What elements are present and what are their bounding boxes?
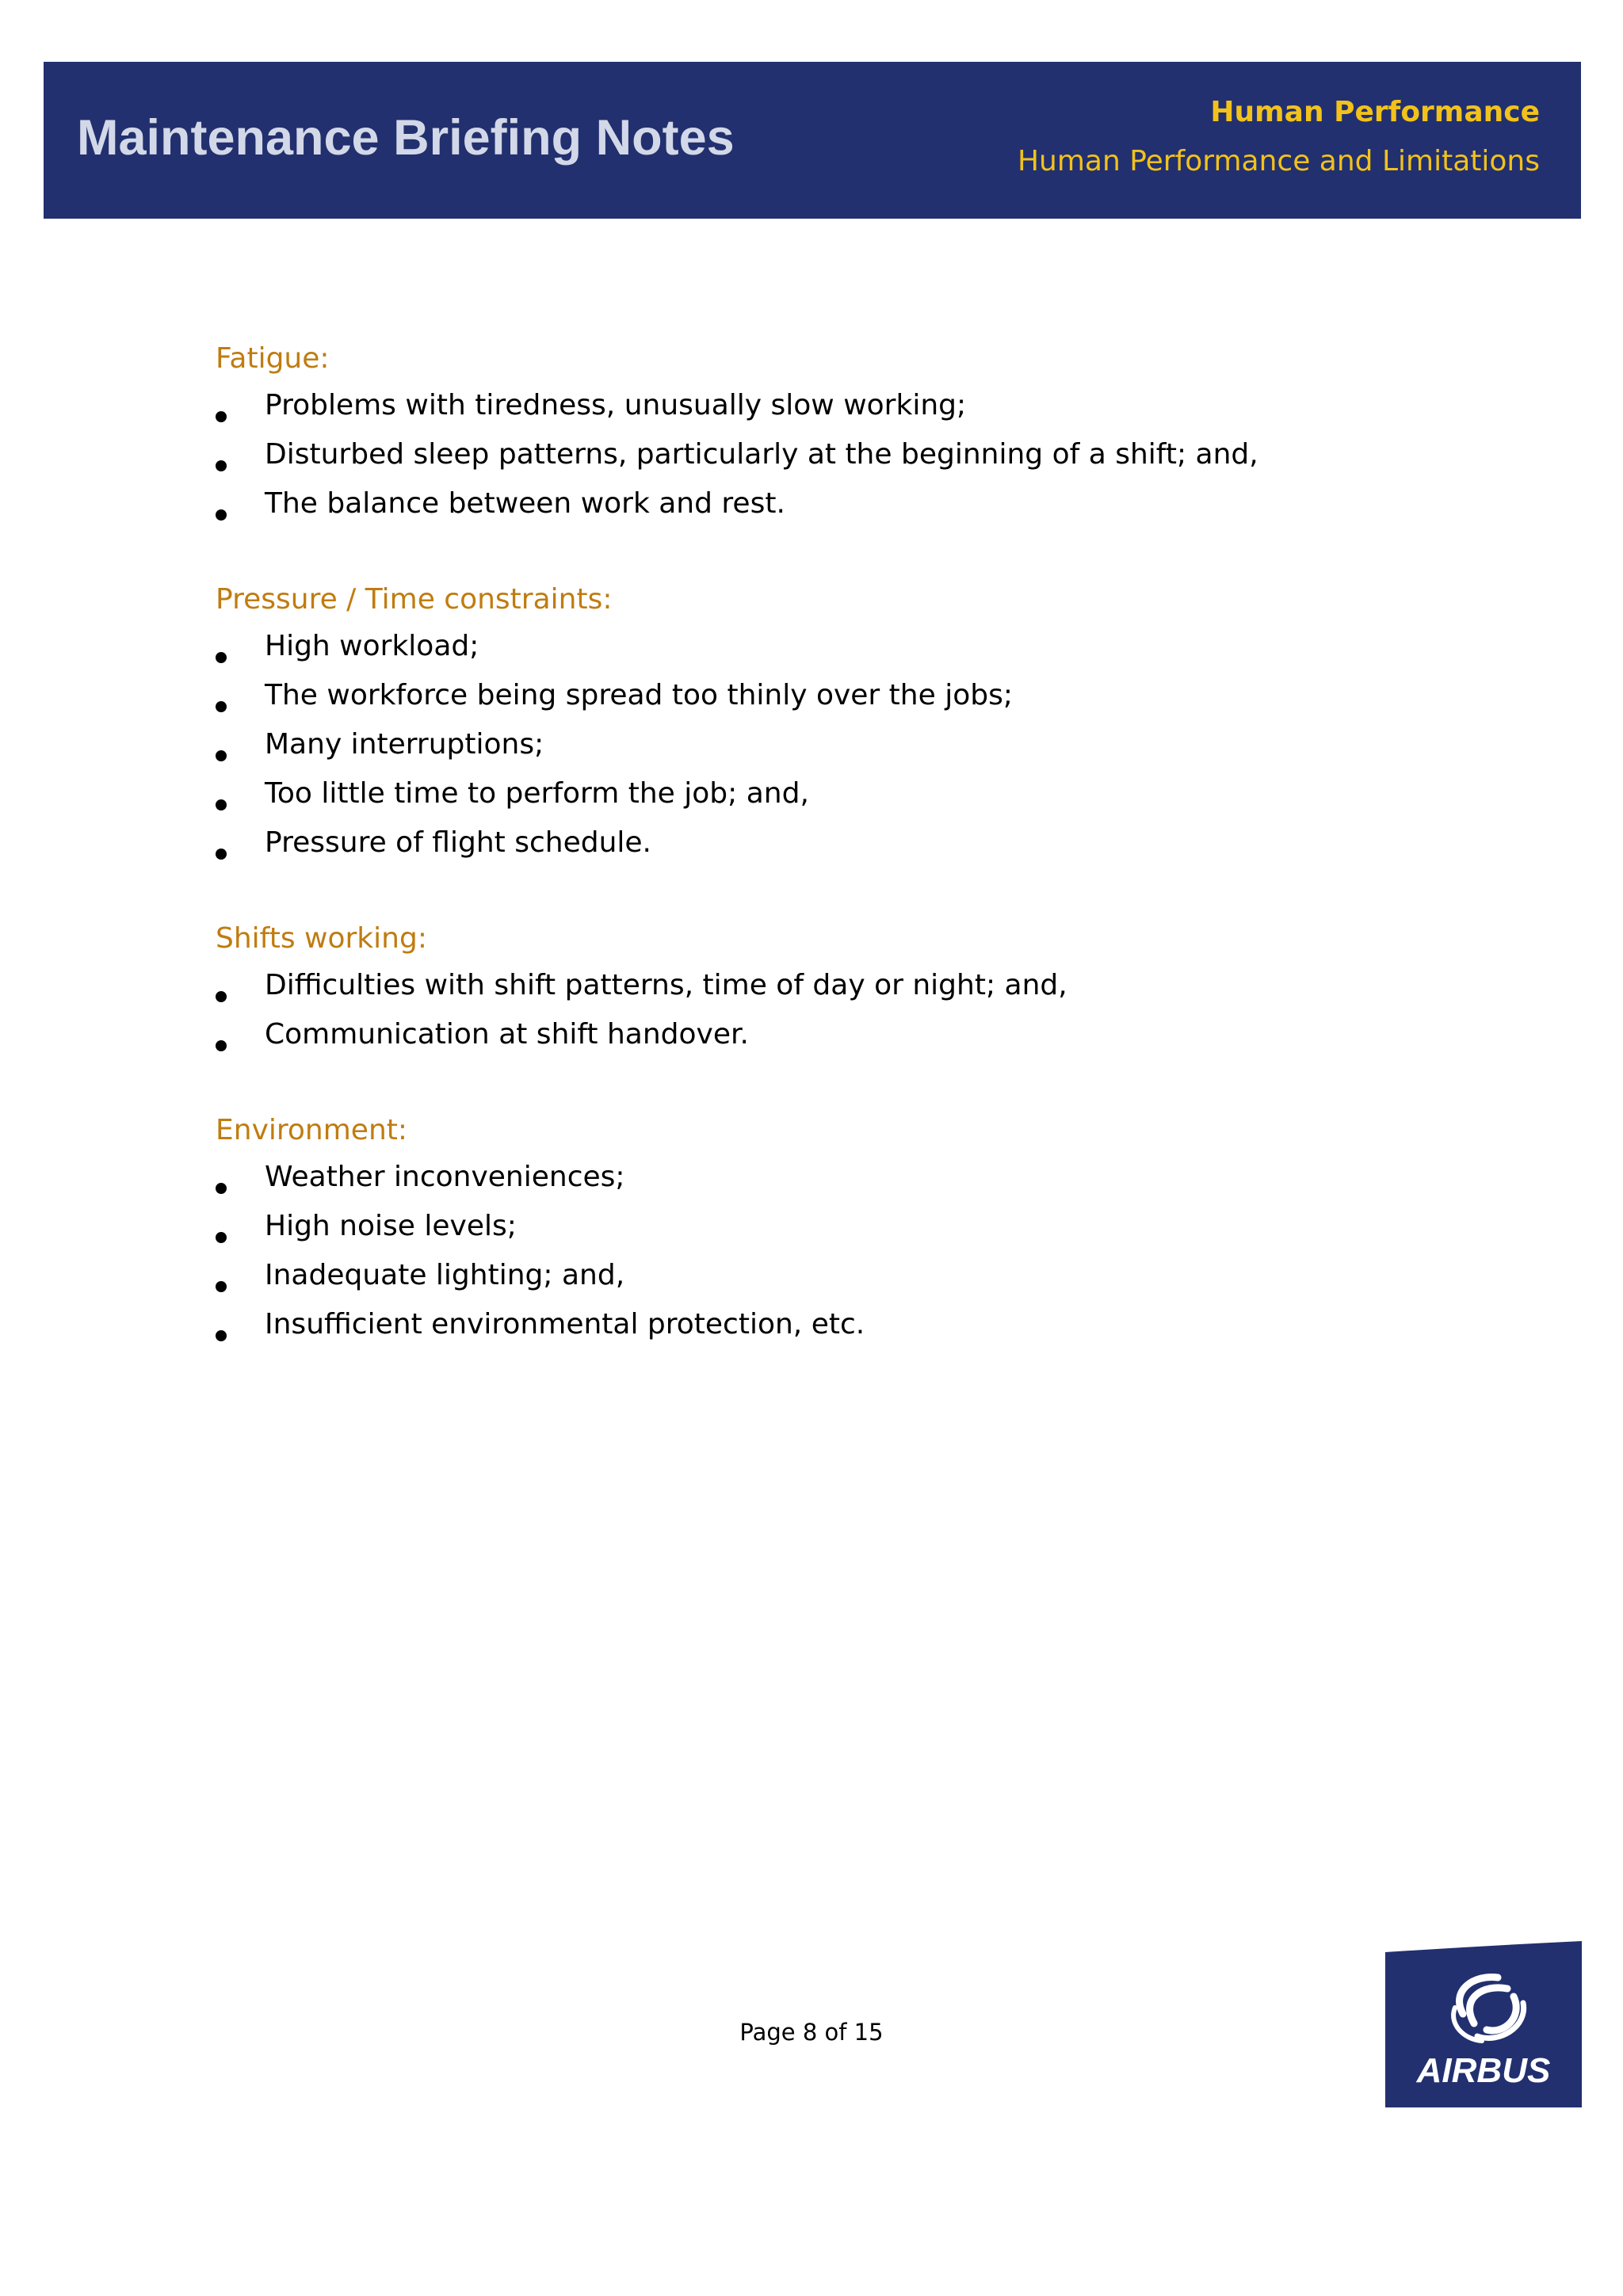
list-item-text: Weather inconveniences; xyxy=(265,1161,625,1193)
section-shifts-working xyxy=(216,917,1404,1059)
list-item-text: The balance between work and rest. xyxy=(265,487,785,520)
list-item xyxy=(216,818,1404,868)
bullet-icon xyxy=(216,652,227,663)
list-item xyxy=(216,1153,1404,1202)
header-band xyxy=(44,62,1581,219)
airbus-logo xyxy=(1385,1941,1582,2107)
bullet-icon xyxy=(216,1183,227,1194)
bullet-icon xyxy=(216,1040,227,1051)
section-pressure-time-constraints xyxy=(216,578,1404,868)
list-item-text: Communication at shift handover. xyxy=(265,1018,749,1051)
list-item xyxy=(216,479,1404,528)
bullet-icon xyxy=(216,1232,227,1243)
section-fatigue xyxy=(216,337,1404,528)
bullet-icon xyxy=(216,1281,227,1292)
header-right-block xyxy=(1018,93,1540,181)
section-title: Fatigue: xyxy=(216,342,330,375)
list-item-text: Insufficient environmental protection, etc. xyxy=(265,1308,865,1341)
bullet-icon xyxy=(216,849,227,860)
list-item-text: High noise levels; xyxy=(265,1210,517,1242)
list-item xyxy=(216,1251,1404,1300)
list-item-text: Many interruptions; xyxy=(265,728,544,761)
logo-wordmark: AIRBUS xyxy=(1416,2051,1551,2090)
list-item xyxy=(216,1010,1404,1059)
bullet-icon xyxy=(216,701,227,712)
list-item xyxy=(216,961,1404,1010)
list-item-text: Disturbed sleep patterns, particularly at the beginning of a shift; and, xyxy=(265,438,1258,471)
list-item-text: High workload; xyxy=(265,630,479,662)
content-body xyxy=(216,337,1404,1398)
header-subtitle: Human Performance and Limitations xyxy=(1017,145,1540,177)
header-category: Human Performance xyxy=(1210,96,1540,128)
list-item-text: Difficulties with shift patterns, time of day or night; and, xyxy=(265,969,1067,1001)
list-item-text: Too little time to perform the job; and, xyxy=(265,777,809,810)
bullet-icon xyxy=(216,509,227,521)
bullet-icon xyxy=(216,991,227,1002)
bullet-icon xyxy=(216,750,227,761)
bullet-list xyxy=(216,381,1404,528)
list-item xyxy=(216,1300,1404,1349)
bullet-list xyxy=(216,1153,1404,1349)
bullet-list xyxy=(216,622,1404,868)
section-title: Shifts working: xyxy=(216,922,427,955)
section-environment xyxy=(216,1108,1404,1349)
airbus-swirl-logo-icon xyxy=(1385,1941,1582,2107)
bullet-icon xyxy=(216,799,227,810)
bullet-icon xyxy=(216,1330,227,1341)
section-title: Environment: xyxy=(216,1114,407,1146)
list-item xyxy=(216,381,1404,430)
bullet-icon xyxy=(216,411,227,422)
list-item xyxy=(216,671,1404,720)
page-number: Page 8 of 15 xyxy=(739,2019,884,2046)
list-item-text: Pressure of flight schedule. xyxy=(265,826,651,859)
list-item xyxy=(216,1202,1404,1251)
list-item xyxy=(216,720,1404,769)
bullet-icon xyxy=(216,460,227,471)
list-item xyxy=(216,769,1404,818)
list-item-text: Inadequate lighting; and, xyxy=(265,1259,625,1291)
list-item-text: The workforce being spread too thinly over the jobs; xyxy=(265,679,1013,711)
list-item-text: Problems with tiredness, unusually slow working; xyxy=(265,389,967,421)
bullet-list xyxy=(216,961,1404,1059)
list-item xyxy=(216,622,1404,671)
section-title: Pressure / Time constraints: xyxy=(216,583,613,616)
list-item xyxy=(216,430,1404,479)
document-title: Maintenance Briefing Notes xyxy=(77,110,735,166)
